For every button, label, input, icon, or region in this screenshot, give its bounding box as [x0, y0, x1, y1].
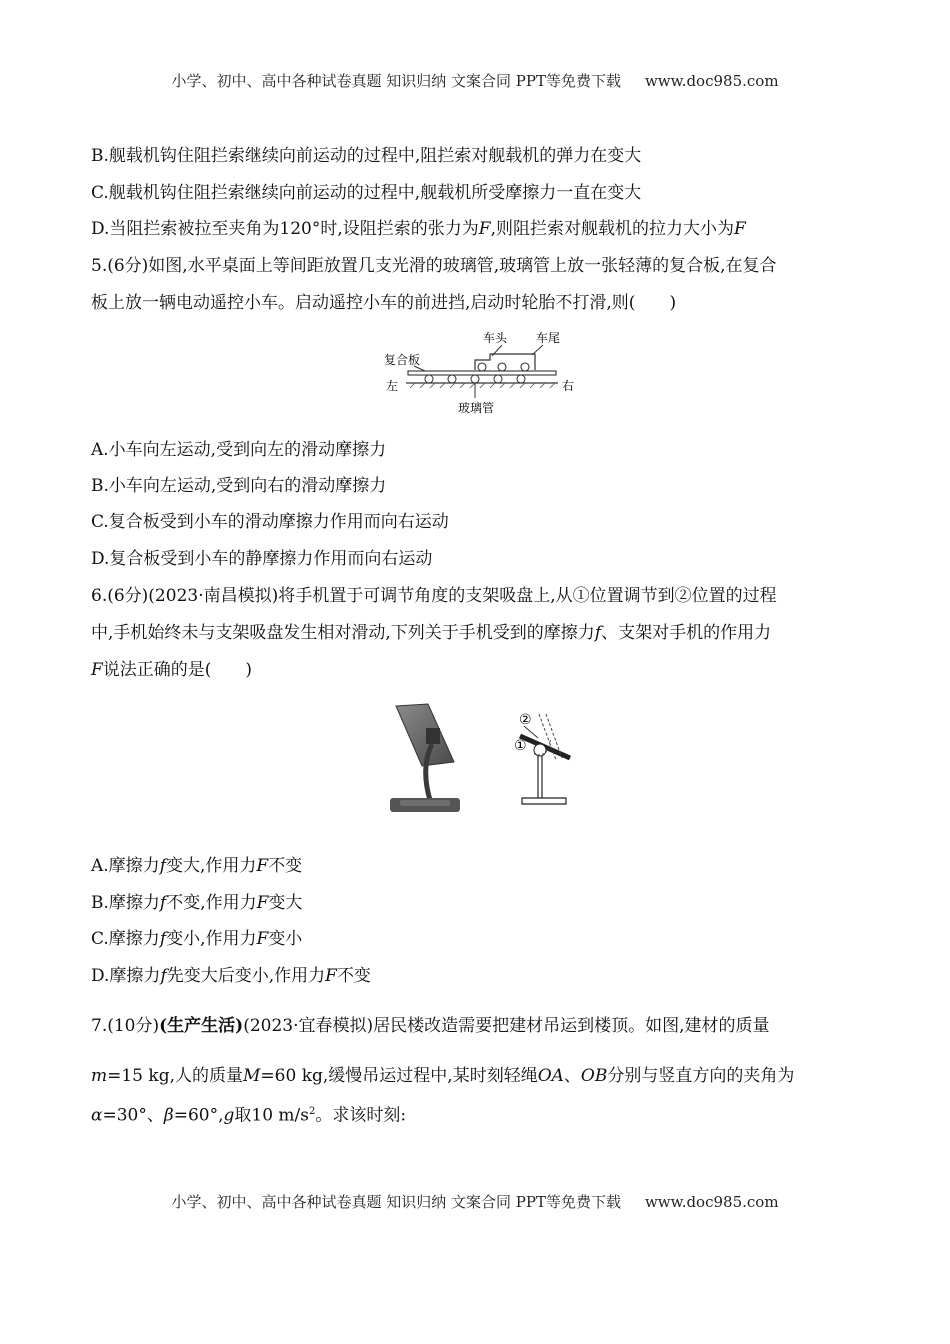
- q6-option-a: A.摩擦力f变大,作用力F不变: [91, 856, 303, 876]
- q5-stem-line1: 5.(6分)如图,水平桌面上等间距放置几支光滑的玻璃管,玻璃管上放一张轻薄的复合板,在复合: [91, 256, 777, 276]
- car-wheel: [498, 363, 506, 371]
- composite-board: [408, 371, 556, 375]
- q5-option-c: C.复合板受到小车的滑动摩擦力作用而向右运动: [91, 512, 449, 532]
- q6-option-b: B.摩擦力f不变,作用力F变大: [91, 893, 303, 913]
- header-url[interactable]: www.doc985.com: [644, 72, 779, 90]
- car-wheel: [521, 363, 529, 371]
- q4-option-c: C.舰载机钩住阻拦索继续向前运动的过程中,舰载机所受摩擦力一直在变大: [91, 183, 642, 203]
- base-highlight: [400, 800, 450, 806]
- suction-mount: [426, 728, 440, 744]
- glass-tube: [448, 375, 456, 383]
- q6-option-d: D.摩擦力f先变大后变小,作用力F不变: [91, 966, 371, 986]
- q7-stem-line1: 7.(10分)(生产生活)(2023·宜春模拟)居民楼改造需要把建材吊运到楼顶。如图,建材的质量: [91, 1016, 770, 1036]
- car-wheel: [478, 363, 486, 371]
- label-composite-board: 复合板: [384, 353, 421, 367]
- footer-text: 小学、初中、高中各种试卷真题 知识归纳 文案合同 PPT等免费下载: [171, 1193, 621, 1211]
- label-car-tail: 车尾: [536, 331, 561, 345]
- stand-base: [522, 798, 566, 804]
- q6-stem-line1: 6.(6分)(2023·南昌模拟)将手机置于可调节角度的支架吸盘上,从①位置调节到②位置的过程: [91, 586, 777, 606]
- q4-option-b: B.舰载机钩住阻拦索继续向前运动的过程中,阻拦索对舰载机的弹力在变大: [91, 146, 642, 166]
- q7-stem-line2: m=15 kg,人的质量M=60 kg,缓慢吊运过程中,某时刻轻绳OA、OB分别与竖直方向的夹角为: [91, 1066, 795, 1086]
- q5-stem-line2: 板上放一辆电动遥控小车。启动遥控小车的前进挡,启动时轮胎不打滑,则( ): [91, 293, 677, 313]
- stand-arm: [426, 744, 432, 800]
- position-2-label: ②: [519, 712, 532, 728]
- glass-tube: [494, 375, 502, 383]
- q5-option-d: D.复合板受到小车的静摩擦力作用而向右运动: [91, 549, 433, 569]
- q5-car-figure: [380, 326, 580, 418]
- q7-stem-line3: α=30°、β=60°,g取10 $m/s^2$。求该时刻:: [91, 1105, 407, 1126]
- position-1-label: ①: [514, 738, 527, 754]
- footer-url[interactable]: www.doc985.com: [644, 1193, 779, 1211]
- q4-option-d: D.当阻拦索被拉至夹角为120°时,设阻拦索的张力为F,则阻拦索对舰载机的拉力大小为F: [91, 219, 746, 239]
- label-left: 左: [386, 379, 399, 393]
- table-hatching: [410, 383, 555, 388]
- header-text: 小学、初中、高中各种试卷真题 知识归纳 文案合同 PPT等免费下载: [171, 72, 621, 90]
- q6-position-diagram: [514, 710, 584, 810]
- glass-tube: [471, 375, 479, 383]
- q5-option-a: A.小车向左运动,受到向左的滑动摩擦力: [91, 440, 387, 460]
- q6-phone-holder-photo: [380, 700, 476, 818]
- page-footer: [0, 1191, 950, 1212]
- q5-option-b: B.小车向左运动,受到向右的滑动摩擦力: [91, 476, 387, 496]
- label-car-head: 车头: [483, 331, 508, 345]
- page-header: [0, 70, 950, 91]
- label-right: 右: [562, 379, 575, 393]
- label-glass-tube: 玻璃管: [458, 401, 495, 415]
- q6-stem-line3: F说法正确的是( ): [91, 660, 253, 680]
- q6-option-c: C.摩擦力f变小,作用力F变小: [91, 929, 303, 949]
- q6-stem-line2: 中,手机始终未与支架吸盘发生相对滑动,下列关于手机受到的摩擦力f、支架对手机的作用力: [91, 623, 772, 643]
- glass-tube: [425, 375, 433, 383]
- glass-tube: [517, 375, 525, 383]
